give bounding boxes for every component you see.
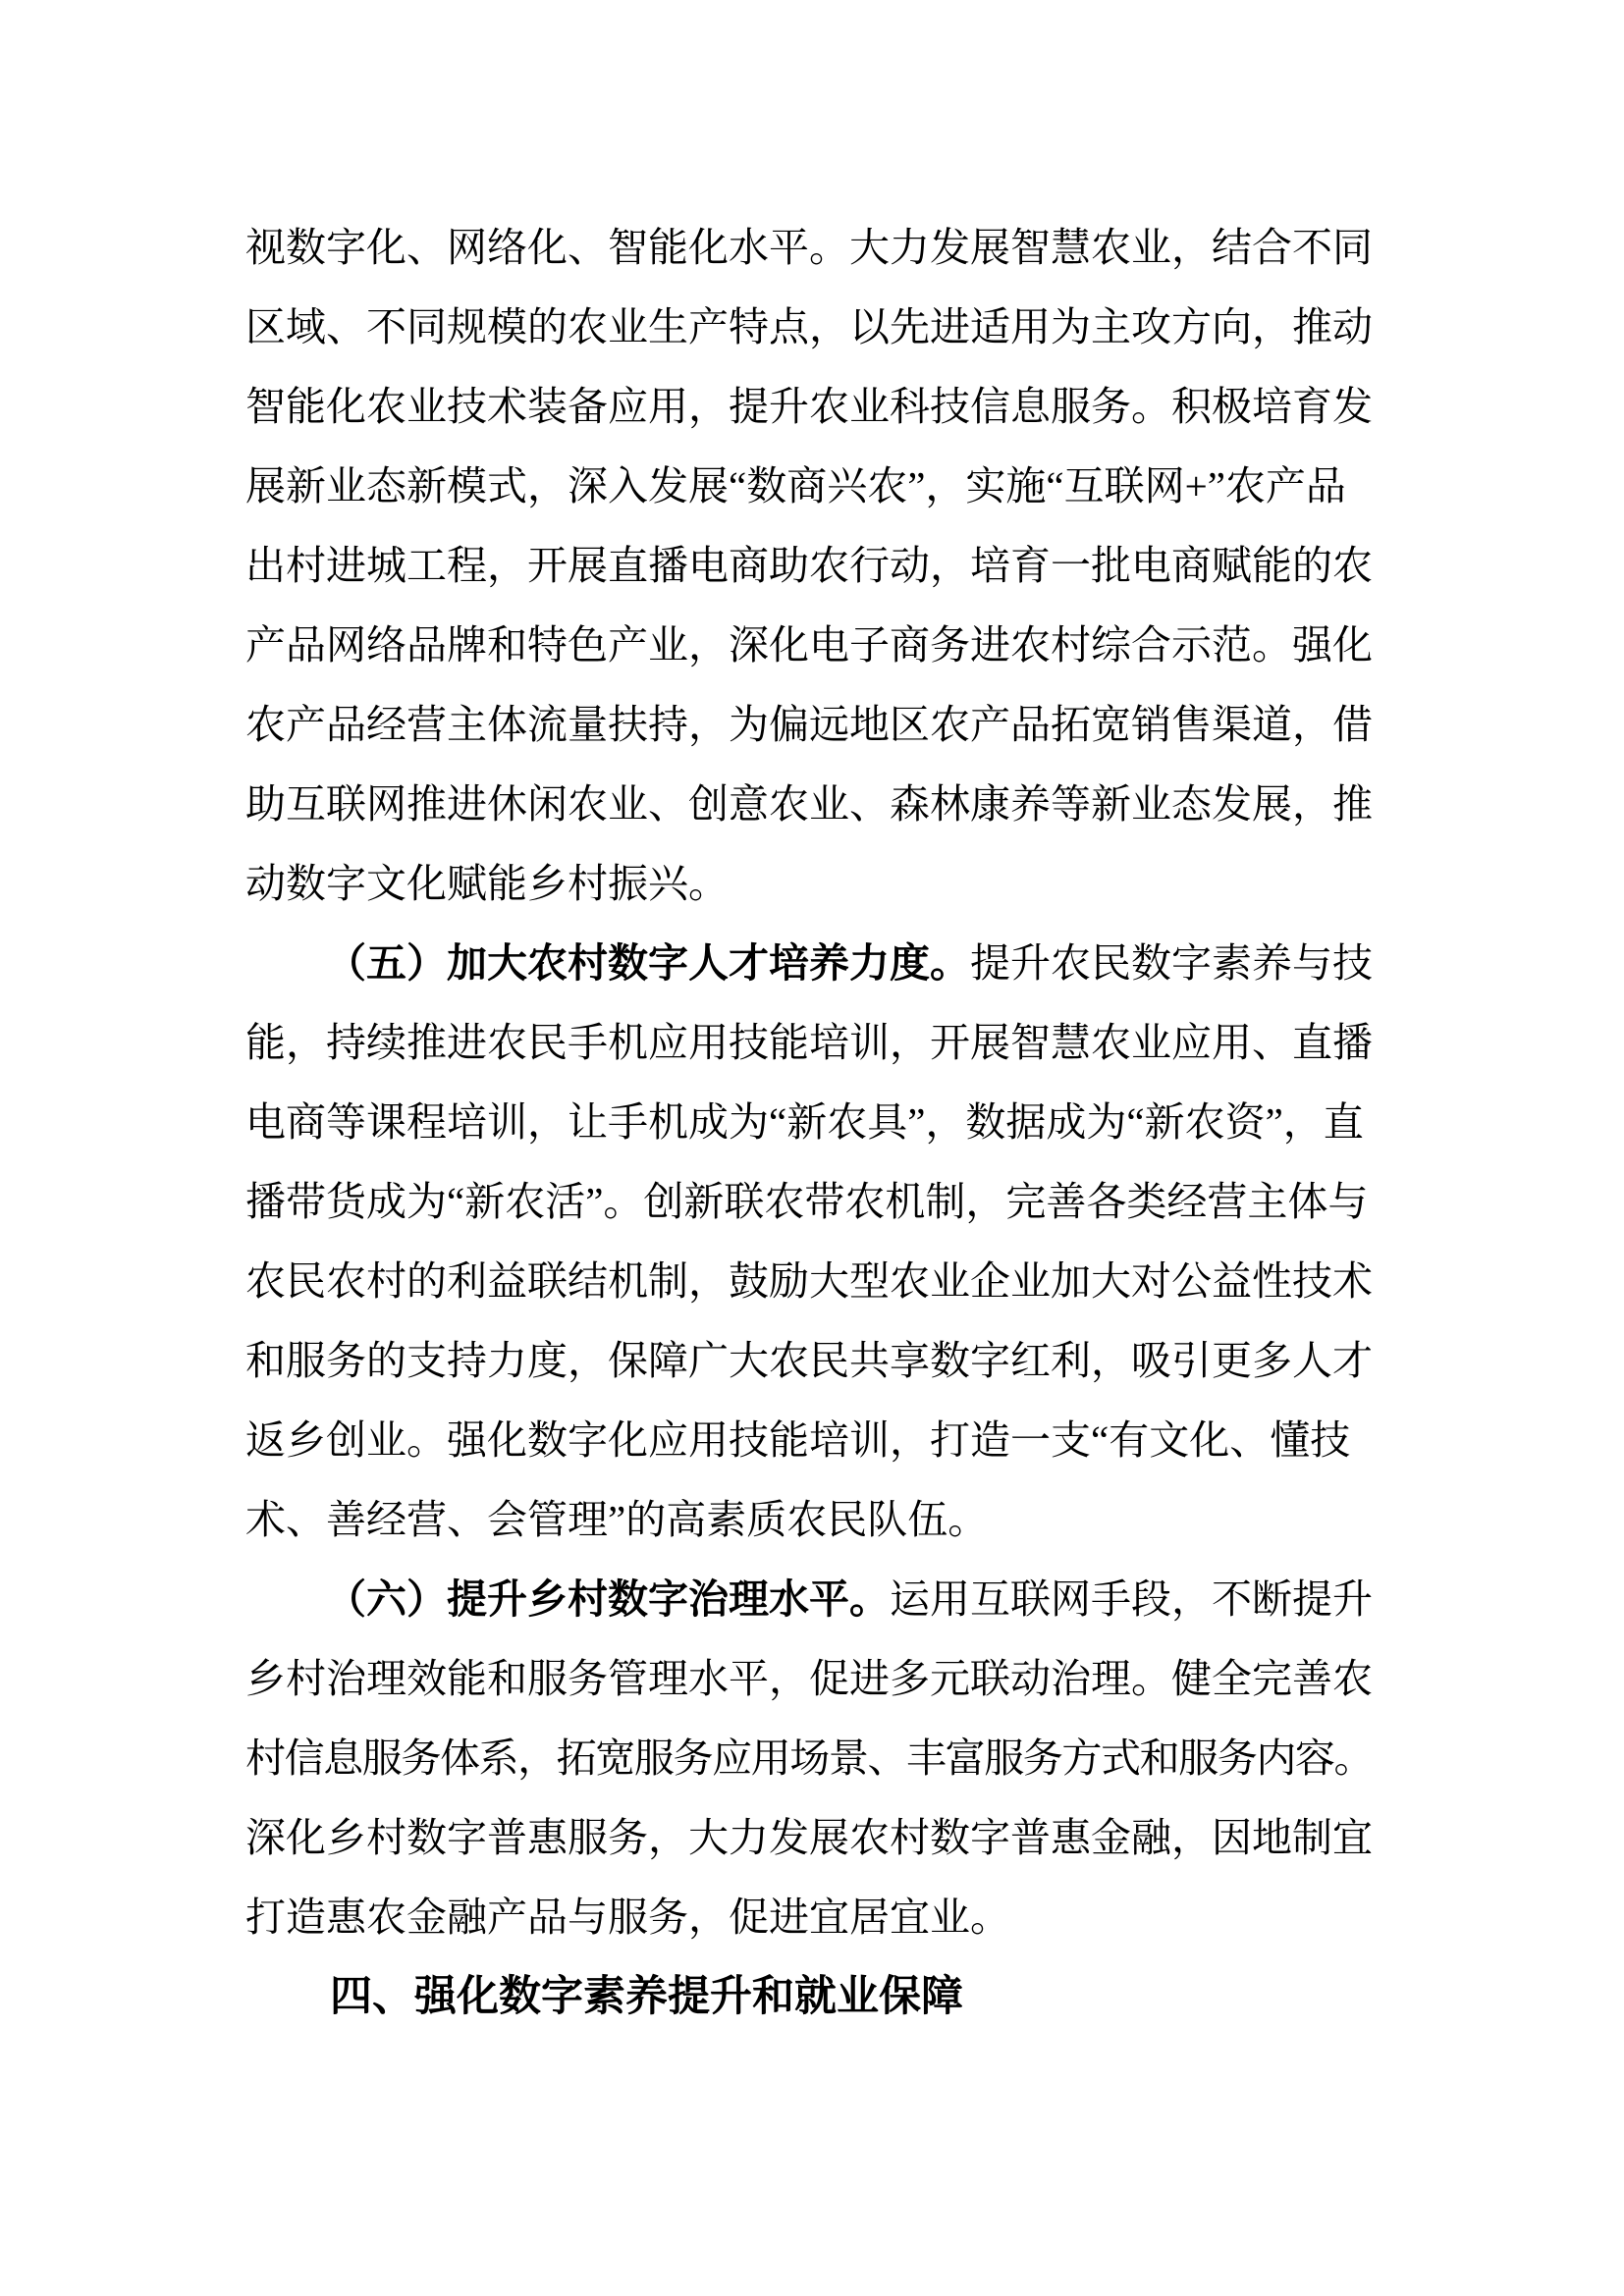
- text-line: [245, 1321, 1373, 1401]
- text-line: [245, 526, 1373, 606]
- text-segment: 动数字文化赋能乡村振兴。: [245, 861, 729, 906]
- text-segment: 展新业态新模式，深入发展“数商兴农”，实施“互联网+”农产品: [245, 463, 1346, 508]
- text-segment: 电商等课程培训，让手机成为“新农具”，数据成为“新农资”，直: [245, 1099, 1364, 1145]
- text-line: [245, 1003, 1373, 1083]
- text-line: [245, 1798, 1373, 1878]
- text-segment: 提升农民数字素养与技: [970, 940, 1373, 986]
- text-segment: 视数字化、网络化、智能化水平。大力发展智慧农业，结合不同: [245, 225, 1373, 270]
- text-segment: 农产品经营主体流量扶持，为偏远地区农产品拓宽销售渠道，借: [245, 702, 1373, 747]
- text-line: [245, 1083, 1373, 1162]
- text-segment: 打造惠农金融产品与服务，促进宜居宜业。: [245, 1895, 1010, 1940]
- bold-text-segment: 四、强化数字素养提升和就业保障: [330, 1973, 963, 2020]
- text-segment: 乡村治理效能和服务管理水平，促进多元联动治理。健全完善农: [245, 1656, 1373, 1701]
- text-line: [245, 1878, 1373, 1957]
- text-segment: 助互联网推进休闲农业、创意农业、森林康养等新业态发展，推: [245, 781, 1373, 827]
- bold-text-segment: （六）提升乡村数字治理水平。: [326, 1576, 890, 1622]
- text-line: [245, 844, 1373, 924]
- text-line: [245, 685, 1373, 765]
- bold-text-segment: （五）加大农村数字人才培养力度。: [326, 940, 970, 986]
- text-block: [245, 208, 1373, 2037]
- text-line: [245, 447, 1373, 526]
- text-line: [245, 208, 1373, 288]
- text-line: [245, 606, 1373, 685]
- text-line: [245, 288, 1373, 367]
- text-segment: 产品网络品牌和特色产业，深化电子商务进农村综合示范。强化: [245, 622, 1373, 667]
- text-segment: 智能化农业技术装备应用，提升农业科技信息服务。积极培育发: [245, 384, 1373, 429]
- text-line: [245, 765, 1373, 844]
- text-segment: 术、善经营、会管理”的高素质农民队伍。: [245, 1497, 989, 1542]
- text-segment: 返乡创业。强化数字化应用技能培训，打造一支“有文化、懂技: [245, 1417, 1351, 1463]
- text-segment: 深化乡村数字普惠服务，大力发展农村数字普惠金融，因地制宜: [245, 1815, 1373, 1860]
- text-segment: 村信息服务体系，拓宽服务应用场景、丰富服务方式和服务内容。: [245, 1735, 1374, 1781]
- text-line: [245, 1719, 1373, 1798]
- text-segment: 播带货成为“新农活”。创新联农带农机制，完善各类经营主体与: [245, 1179, 1369, 1224]
- text-segment: 出村进城工程，开展直播电商助农行动，培育一批电商赋能的农: [245, 543, 1373, 588]
- text-segment: 运用互联网手段，不断提升: [890, 1576, 1373, 1622]
- text-line: [245, 367, 1373, 447]
- text-line: [245, 1401, 1373, 1480]
- text-line: [245, 1242, 1373, 1321]
- section-heading: [245, 1957, 1373, 2037]
- text-line: [245, 1639, 1373, 1719]
- text-segment: 区域、不同规模的农业生产特点，以先进适用为主攻方向，推动: [245, 304, 1373, 349]
- text-line: [245, 924, 1373, 1003]
- text-line: [245, 1162, 1373, 1242]
- text-line: [245, 1560, 1373, 1639]
- text-segment: 能，持续推进农民手机应用技能培训，开展智慧农业应用、直播: [245, 1020, 1373, 1065]
- text-segment: 农民农村的利益联结机制，鼓励大型农业企业加大对公益性技术: [245, 1258, 1373, 1304]
- text-segment: 和服务的支持力度，保障广大农民共享数字红利，吸引更多人才: [245, 1338, 1373, 1383]
- text-line: [245, 1480, 1373, 1560]
